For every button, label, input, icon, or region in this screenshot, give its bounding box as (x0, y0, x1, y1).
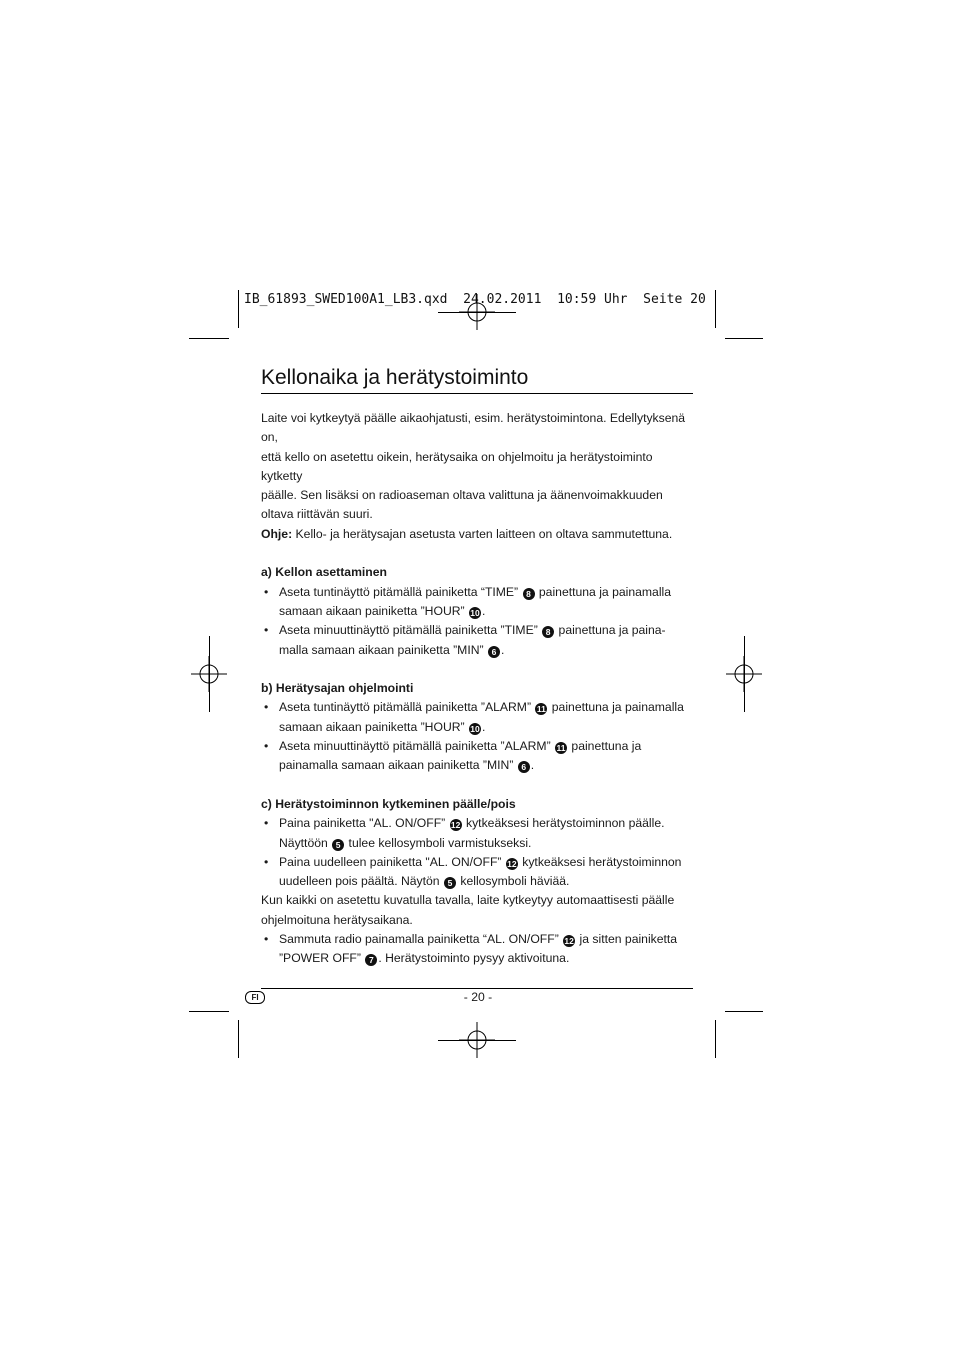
registration-mark-icon (459, 1022, 495, 1058)
crop-mark (238, 1020, 239, 1058)
number-badge-icon: 8 (523, 588, 535, 600)
crop-mark (189, 1011, 229, 1012)
number-badge-icon: 12 (564, 936, 574, 947)
list-item (261, 737, 693, 776)
note-text: Kello- ja herätysajan asetusta varten laitteen on oltava sammutettuna. (292, 526, 673, 541)
item-text: samaan aikaan painiketta ”HOUR” (279, 719, 468, 734)
list-item (261, 621, 693, 660)
number-badge-icon: 5 (444, 877, 456, 889)
item-text: painettuna ja paina- (555, 623, 666, 638)
bullet: • (264, 739, 269, 754)
item-text: ”POWER OFF” (279, 951, 365, 966)
list-item (261, 814, 693, 853)
bullet: • (264, 584, 269, 599)
bullet: • (264, 700, 269, 715)
bullet: • (264, 932, 269, 947)
item-text: Paina uudelleen painiketta "AL. ON/OFF” (279, 854, 505, 869)
crop-mark (725, 338, 763, 339)
number-badge-icon: 6 (518, 761, 530, 773)
section-heading-c: c) Herätystoiminnon kytkeminen päälle/pois (261, 796, 516, 811)
intro-line: päälle. Sen lisäksi on radioaseman oltava valittuna ja äänenvoimakkuuden (261, 488, 663, 503)
bullet: • (264, 623, 269, 638)
note-label: Ohje: (261, 526, 293, 541)
crop-mark (189, 338, 229, 339)
item-text: malla samaan aikaan painiketta ”MIN” (279, 642, 487, 657)
crop-mark (715, 290, 716, 328)
item-text: kytkeäksesi herätystoiminnon (518, 854, 682, 869)
item-text: Aseta minuuttinäyttö pitämällä painiketta ”TIME” (279, 623, 542, 638)
title-divider (261, 393, 693, 394)
crop-mark (715, 1020, 716, 1058)
number-badge-icon: 11 (536, 704, 546, 715)
item-text: painettuna ja painamalla (535, 584, 672, 599)
number-badge-icon: 5 (332, 839, 344, 851)
item-text: painamalla samaan aikaan painiketta ”MIN” (279, 758, 517, 773)
item-text: Aseta minuuttinäyttö pitämällä painiketta ”ALARM” (279, 739, 555, 754)
item-text: . (530, 758, 535, 773)
list-item (261, 930, 693, 969)
language-badge: FI (245, 991, 265, 1004)
section-heading-a: a) Kellon asettaminen (261, 565, 387, 580)
paragraph-line: Kun kaikki on asetettu kuvatulla tavalla, laite kytkeytyy automaattisesti päälle (261, 893, 675, 908)
bullet: • (264, 854, 269, 869)
intro-line: Laite voi kytkeytyä päälle aikaohjatusti, esim. herätystoimintona. Edellytyksenä on, (261, 411, 686, 445)
list-item (261, 698, 693, 737)
item-text: Aseta tuntinäyttö pitämällä painiketta ”ALARM” (279, 700, 535, 715)
number-badge-icon: 6 (488, 646, 500, 658)
item-text: . (482, 719, 486, 734)
item-text: Näyttöön (279, 835, 332, 850)
crop-mark (209, 636, 210, 712)
intro-line: oltava riittävän suuri. (261, 507, 373, 522)
page-title: Kellonaika ja herätystoiminto (261, 366, 529, 389)
item-text: . Herätystoiminto pysyy aktivoituna. (378, 951, 570, 966)
item-text: Sammuta radio painamalla painiketta “AL. ON/OFF” (279, 932, 563, 947)
number-badge-icon: 10 (470, 723, 480, 734)
item-text: . (482, 603, 486, 618)
item-text: Aseta tuntinäyttö pitämällä painiketta “TIME” (279, 584, 522, 599)
note (261, 525, 693, 544)
crop-mark (725, 1011, 763, 1012)
main-content (261, 409, 693, 969)
item-text: kytkeäksesi herätystoiminnon päälle. (462, 816, 665, 831)
number-badge-icon: 12 (450, 820, 461, 831)
crop-mark (238, 290, 239, 328)
number-badge-icon: 11 (556, 743, 566, 754)
item-text: tulee kellosymboli varmistukseksi. (345, 835, 532, 850)
number-badge-icon: 12 (507, 858, 517, 869)
number-badge-icon: 10 (470, 607, 480, 618)
number-badge-icon: 8 (542, 626, 554, 638)
paragraph-line: ohjelmoituna herätysaikana. (261, 912, 413, 927)
item-text: Paina painiketta "AL. ON/OFF” (279, 816, 449, 831)
item-text: painettuna ja (568, 739, 642, 754)
intro-line: että kello on asetettu oikein, herätysaika on ohjelmoitu ja herätystoiminto kytketty (261, 449, 653, 483)
print-slug: IB_61893_SWED100A1_LB3.qxd 24.02.2011 10:59 Uhr Seite 20 (244, 292, 706, 307)
number-badge-icon: 7 (365, 954, 377, 966)
page-number: - 20 - (463, 990, 493, 1004)
list-item (261, 853, 693, 892)
section-heading-b: b) Herätysajan ohjelmointi (261, 681, 414, 696)
registration-mark-icon (459, 294, 495, 330)
footer-divider (261, 988, 693, 989)
item-text: . (500, 642, 505, 657)
item-text: samaan aikaan painiketta ”HOUR” (279, 603, 468, 618)
bullet: • (264, 816, 269, 831)
crop-mark (744, 636, 745, 712)
item-text: painettuna ja painamalla (548, 700, 684, 715)
item-text: ja sitten painiketta (576, 932, 678, 947)
list-item (261, 583, 693, 622)
item-text: uudelleen pois päältä. Näytön (279, 874, 443, 889)
item-text: kellosymboli häviää. (456, 874, 570, 889)
